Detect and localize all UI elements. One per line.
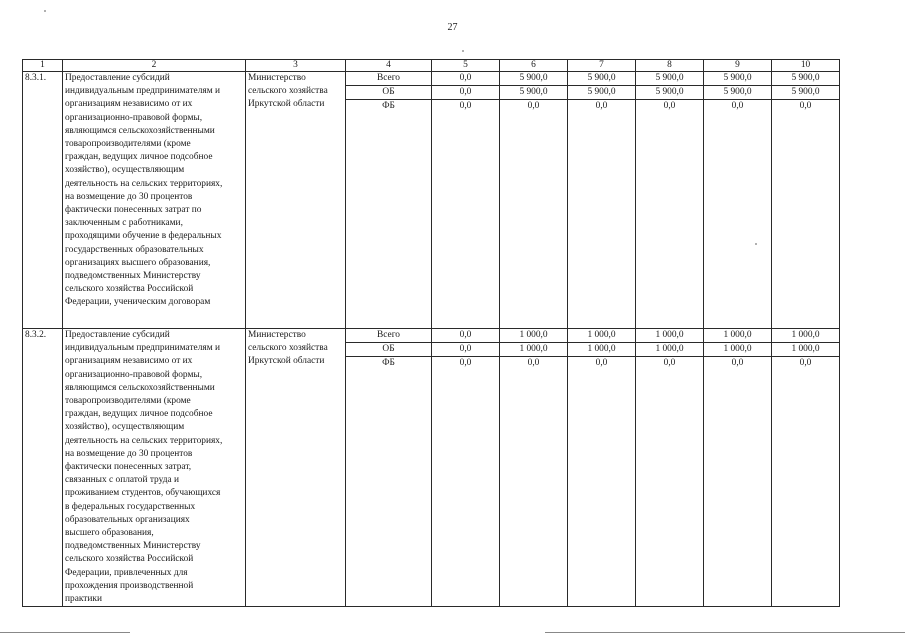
col-header-10: 10 <box>772 60 840 72</box>
value-cell-col7 <box>568 329 636 607</box>
value-federal: 0,0 <box>799 101 812 111</box>
col-header-3: 3 <box>246 60 346 72</box>
col-header-5: 5 <box>432 60 500 72</box>
row-description: Предоставление субсидий индивидуальным предпринимателям и организациям независимо от их организационно-правовой формы, являющимся сельскохозяйственными товаропроизводителями (кроме граждан, ведущих личное подсобное хозяйство), осуществляющим деятельность на сельских территориях, на возмещение до 30 процентов фактически понесенных затрат, связанных с оплатой труда и проживанием студентов, обучающихся в федеральных государственных образовательных организациях высшего образования, подведомственных Министерству сельского хозяйства Российской Федерации, привлеченных для прохождения производственной практики <box>63 329 246 607</box>
value-federal: 0,0 <box>595 101 608 111</box>
source-regional: ОБ <box>346 86 431 100</box>
value-federal: 0,0 <box>731 101 744 111</box>
value-cell-col5 <box>432 72 500 329</box>
value-cell-col9 <box>704 72 772 329</box>
value-total: 5 900,0 <box>636 72 703 86</box>
scan-edge-line-left <box>0 632 130 633</box>
value-cell-col9 <box>704 329 772 607</box>
value-regional: 5 900,0 <box>772 86 839 100</box>
value-cell-col8 <box>636 329 704 607</box>
value-federal: 0,0 <box>595 358 608 368</box>
value-total: 5 900,0 <box>500 72 567 86</box>
value-total: 0,0 <box>432 72 499 86</box>
source-federal: ФБ <box>382 358 395 368</box>
value-federal: 0,0 <box>527 358 540 368</box>
value-federal: 0,0 <box>663 101 676 111</box>
row-agency: Министерство сельского хозяйства Иркутской области <box>246 72 346 329</box>
scan-speck <box>462 50 464 52</box>
row-number: 8.3.2. <box>23 329 63 607</box>
value-federal: 0,0 <box>799 358 812 368</box>
value-regional: 1 000,0 <box>568 343 635 357</box>
value-regional: 1 000,0 <box>704 343 771 357</box>
col-header-8: 8 <box>636 60 704 72</box>
row-description: Предоставление субсидий индивидуальным предпринимателям и организациям независимо от их организационно-правовой формы, являющимся сельскохозяйственными товаропроизводителями (кроме граждан, ведущих личное подсобное хозяйство), осуществляющим деятельность на сельских территориях, на возмещение до 30 процентов фактически понесенных затрат по заключенным с работниками, проходящими обучение в федеральных государственных образовательных организациях высшего образования, подведомственных Министерству сельского хозяйства Российской Федерации, ученическим договорам <box>63 72 246 329</box>
value-cell-col7 <box>568 72 636 329</box>
value-cell-col6 <box>500 72 568 329</box>
value-regional: 0,0 <box>432 86 499 100</box>
col-header-4: 4 <box>346 60 432 72</box>
scan-edge-line-right <box>545 632 905 633</box>
value-regional: 5 900,0 <box>500 86 567 100</box>
value-federal: 0,0 <box>459 358 472 368</box>
value-total: 1 000,0 <box>772 329 839 343</box>
value-regional: 0,0 <box>432 343 499 357</box>
value-regional: 5 900,0 <box>568 86 635 100</box>
table-row <box>23 72 840 329</box>
program-table <box>22 59 840 607</box>
page-number: 27 <box>447 22 458 33</box>
value-federal: 0,0 <box>527 101 540 111</box>
source-cell <box>346 329 432 607</box>
row-number: 8.3.1. <box>23 72 63 329</box>
value-federal: 0,0 <box>731 358 744 368</box>
source-federal: ФБ <box>382 101 395 111</box>
value-regional: 1 000,0 <box>636 343 703 357</box>
source-regional: ОБ <box>346 343 431 357</box>
value-total: 1 000,0 <box>568 329 635 343</box>
value-total: 5 900,0 <box>704 72 771 86</box>
scan-speck <box>755 243 757 245</box>
value-cell-col10 <box>772 72 840 329</box>
col-header-2: 2 <box>63 60 246 72</box>
source-total: Всего <box>346 72 431 86</box>
value-total: 0,0 <box>432 329 499 343</box>
value-cell-col10 <box>772 329 840 607</box>
value-total: 1 000,0 <box>500 329 567 343</box>
col-header-7: 7 <box>568 60 636 72</box>
value-federal: 0,0 <box>459 101 472 111</box>
header-row <box>23 60 840 72</box>
value-cell-col6 <box>500 329 568 607</box>
value-total: 5 900,0 <box>772 72 839 86</box>
value-regional: 1 000,0 <box>772 343 839 357</box>
value-regional: 1 000,0 <box>500 343 567 357</box>
value-total: 5 900,0 <box>568 72 635 86</box>
value-total: 1 000,0 <box>704 329 771 343</box>
source-cell <box>346 72 432 329</box>
scan-speck <box>44 10 46 12</box>
value-total: 1 000,0 <box>636 329 703 343</box>
value-cell-col8 <box>636 72 704 329</box>
value-cell-col5 <box>432 329 500 607</box>
value-federal: 0,0 <box>663 358 676 368</box>
value-regional: 5 900,0 <box>704 86 771 100</box>
value-regional: 5 900,0 <box>636 86 703 100</box>
table-row <box>23 329 840 607</box>
col-header-9: 9 <box>704 60 772 72</box>
col-header-1: 1 <box>23 60 63 72</box>
row-agency: Министерство сельского хозяйства Иркутской области <box>246 329 346 607</box>
col-header-6: 6 <box>500 60 568 72</box>
source-total: Всего <box>346 329 431 343</box>
